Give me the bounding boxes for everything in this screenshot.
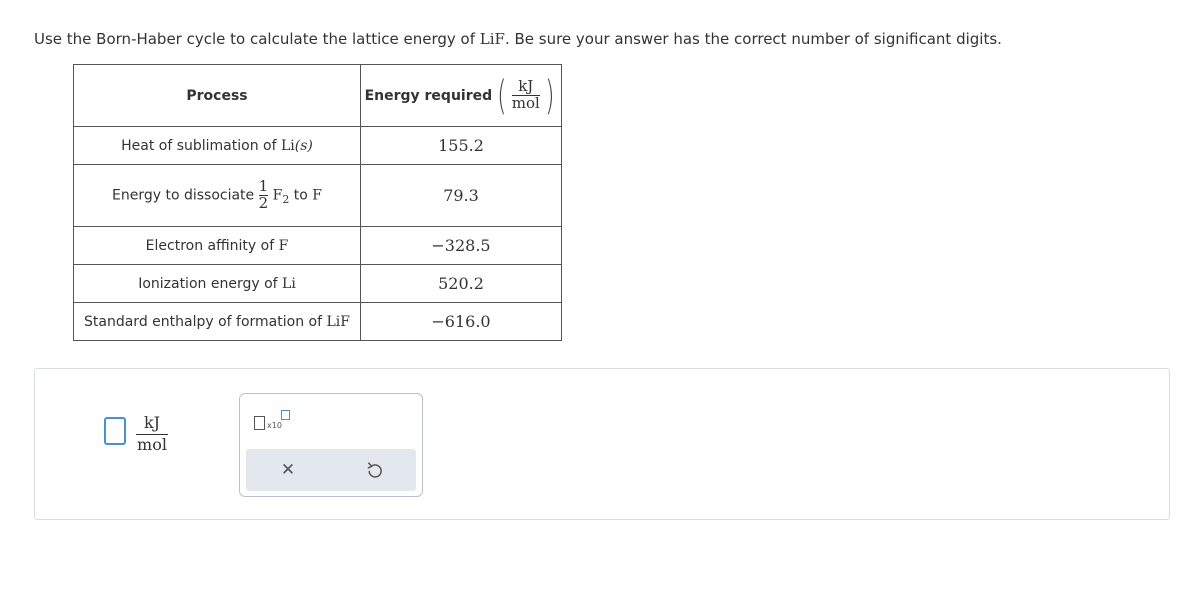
table-row [74,265,562,303]
process-cell: Electron affinity of F [74,227,361,265]
question-text [34,30,1002,48]
tool-palette [239,393,423,497]
table-row [74,127,562,165]
exponent-box-icon [281,410,290,420]
header-unit-den: mol [511,94,540,112]
answer-unit [136,413,168,456]
question-compound: LiF [479,30,505,48]
undo-button[interactable] [362,457,388,483]
undo-icon [366,461,384,479]
table-row [74,227,562,265]
question-prefix: Use the Born-Haber cycle to calculate the lattice energy of [34,30,480,48]
answer-panel [34,368,1170,520]
header-unit-num: kJ [518,77,534,96]
header-energy: Energy required ( $\frac{kJ}{\text{mol}}$ ) [361,65,562,127]
scientific-notation-button[interactable] [254,410,294,434]
energy-cell: −616.0 [361,303,562,341]
table-row [74,165,562,227]
header-process: Process [74,65,361,127]
half-fraction: $\frac{1}{2}$ [258,177,269,212]
energy-cell: 79.3 [361,165,562,227]
process-cell: Energy to dissociate $\frac{1}{2}$ $F_2$ to F [74,165,361,227]
process-cell: Ionization energy of Li [74,265,361,303]
close-icon: ✕ [280,460,296,480]
process-cell: Heat of sublimation of Li(s) [74,127,361,165]
born-haber-table [73,64,562,341]
process-cell: Standard enthalpy of formation of LiF [74,303,361,341]
base-box-icon [254,416,265,430]
energy-cell: 155.2 [361,127,562,165]
question-suffix: . Be sure your answer has the correct number of significant digits. [504,30,1002,48]
clear-button[interactable] [275,457,301,483]
table-row [74,303,562,341]
header-energy-label: Energy required [364,87,493,104]
answer-unit-num: kJ [143,413,161,432]
tool-bar [246,449,416,491]
x10-label: x10 [267,421,282,430]
answer-unit-den: mol [137,434,167,454]
header-unit [512,79,540,112]
answer-input[interactable] [104,417,126,445]
energy-cell: −328.5 [361,227,562,265]
energy-cell: 520.2 [361,265,562,303]
table-header-row [74,65,562,127]
